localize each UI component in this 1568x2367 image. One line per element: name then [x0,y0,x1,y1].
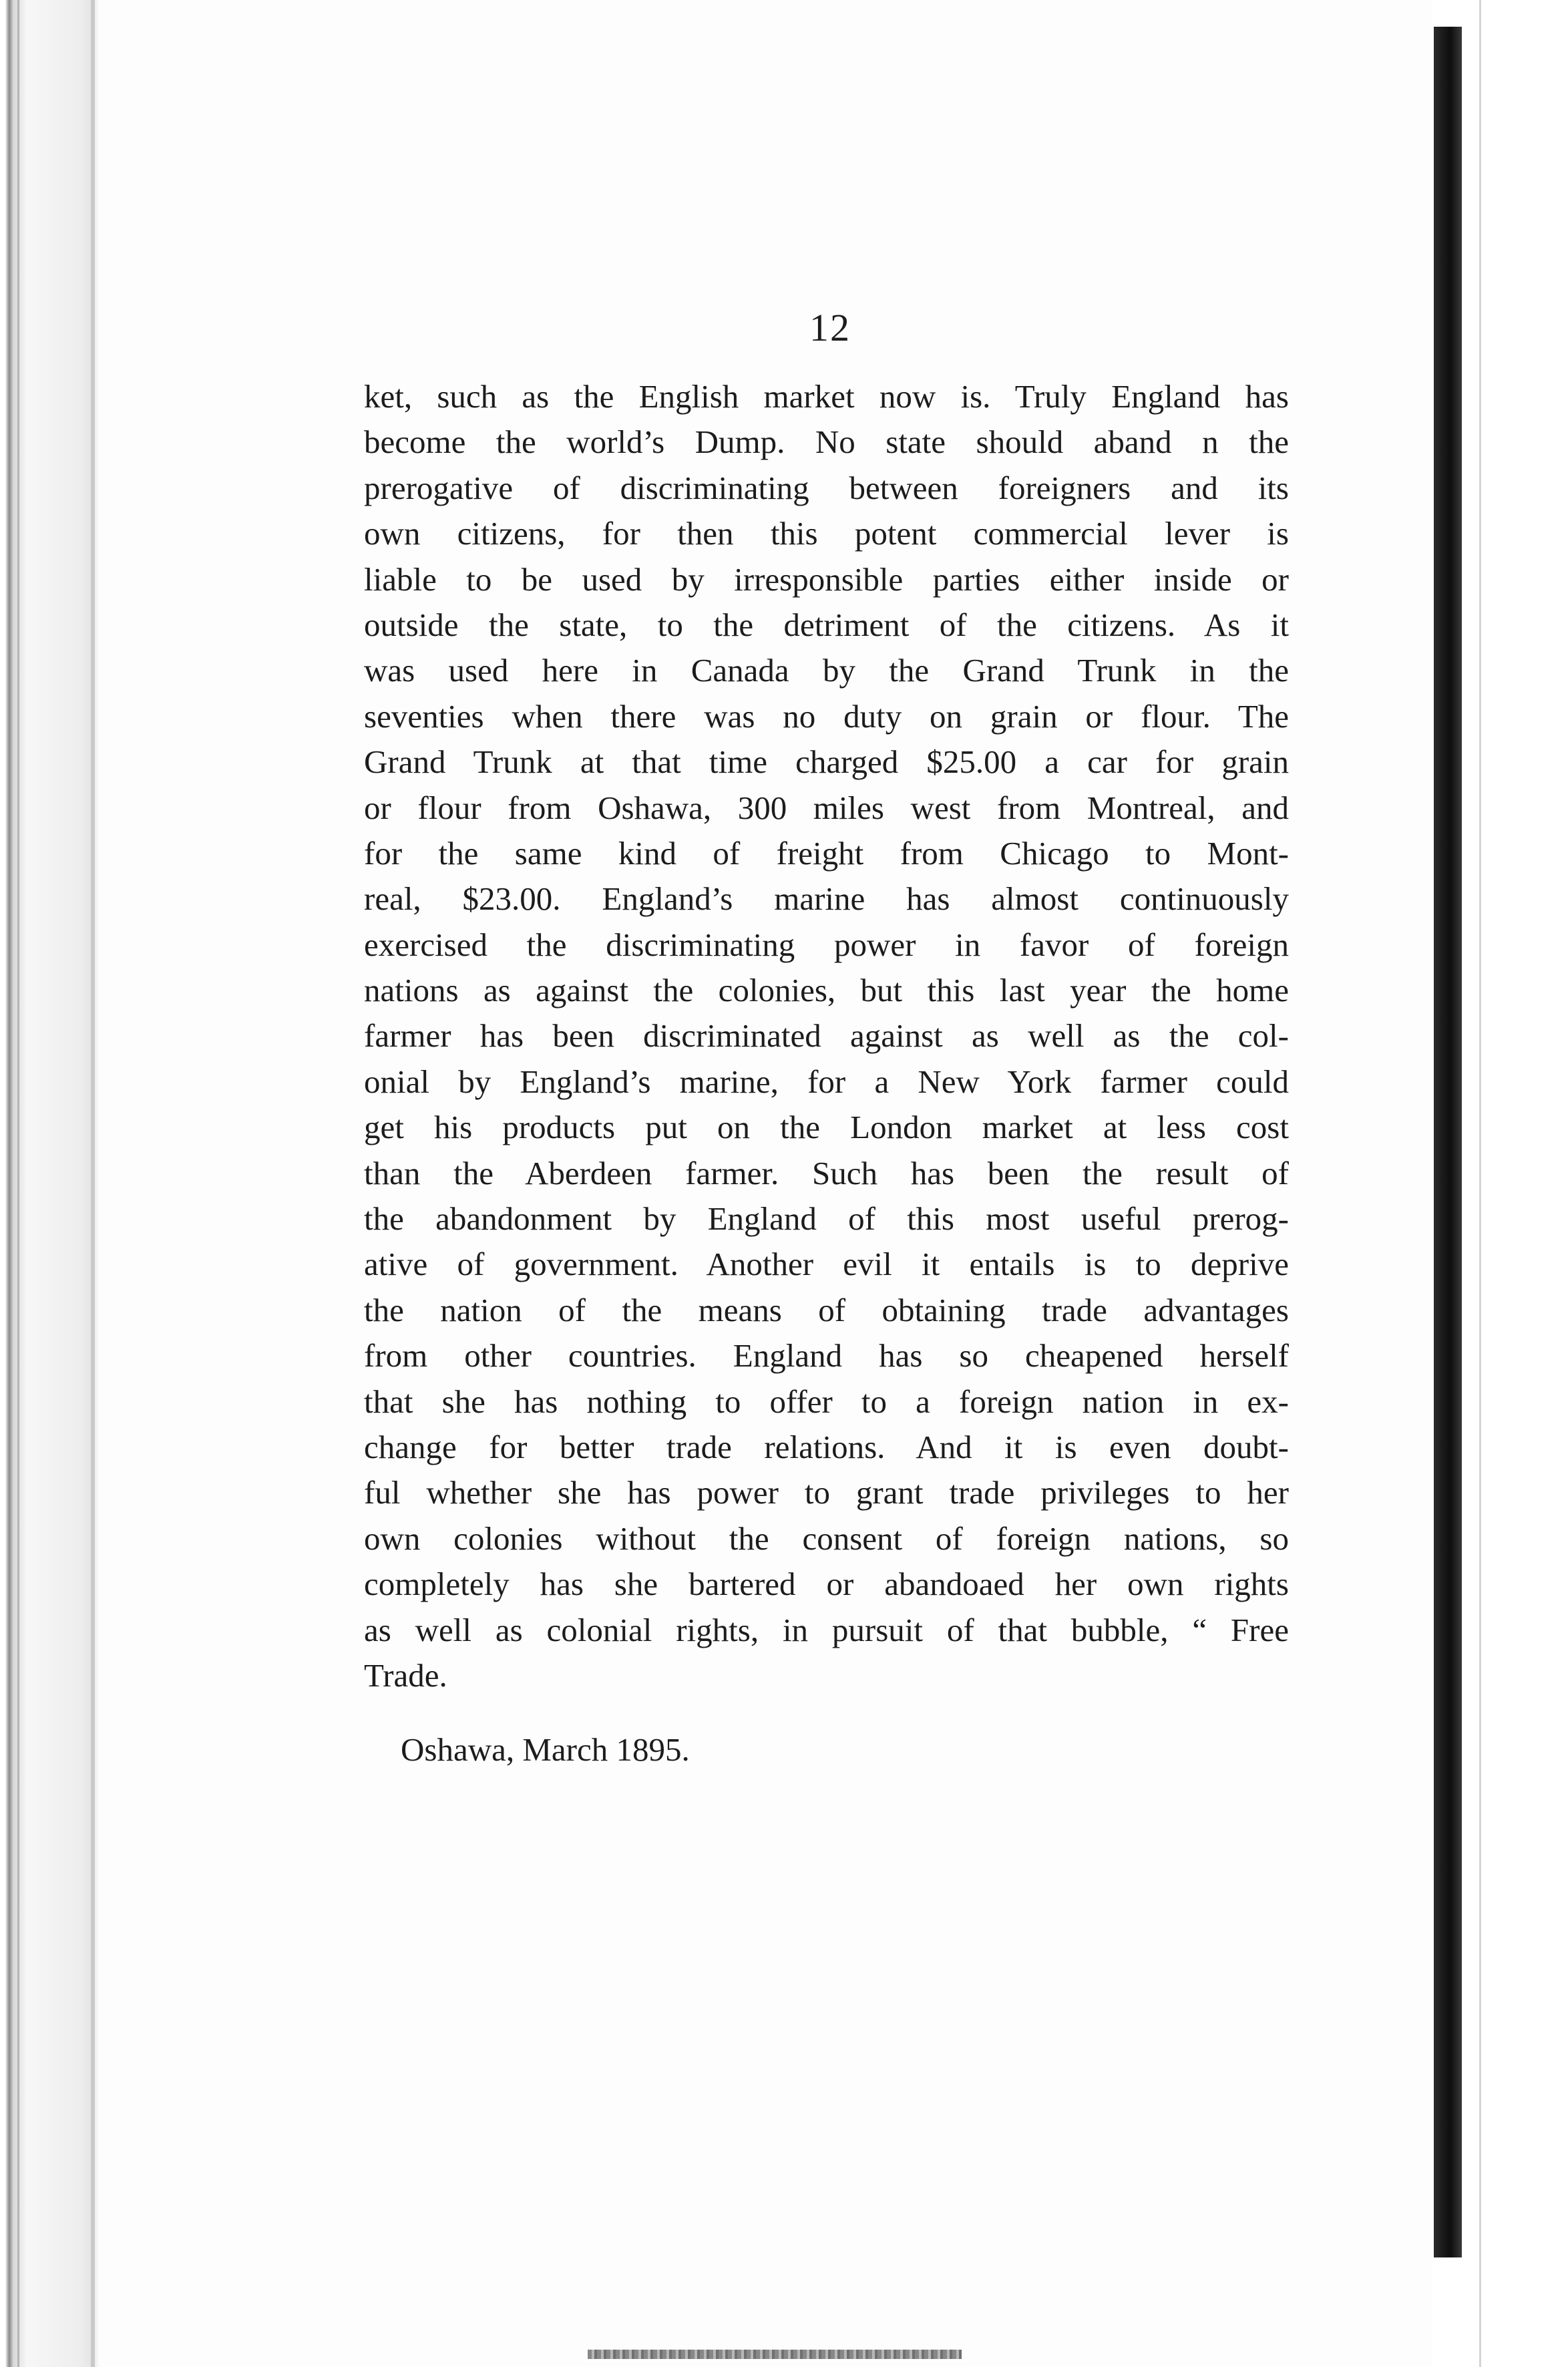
text-line: the abandonment by England of this most useful prerog- [364,1200,1289,1238]
place-date-signoff: Oshawa, March 1895. [401,1731,690,1768]
text-line: seventies when there was no duty on grain or flour. The [364,697,1289,735]
scan-left-edge [0,0,100,2367]
text-line: farmer has been discriminated against as well as the col- [364,1017,1289,1055]
text-line: was used here in Canada by the Grand Trunk in the [364,652,1289,689]
text-line: own colonies without the consent of foreign nations, so [364,1519,1289,1557]
text-line: Trade. [364,1656,447,1694]
scan-artifact [588,2350,962,2359]
text-line: own citizens, for then this potent commercial lever is [364,515,1289,552]
scan-right-edge [1432,0,1568,2367]
text-line: completely has she bartered or abandoaed her own rights [364,1566,1289,1603]
body-paragraph [364,374,1289,1698]
page-spine-shadow [1434,27,1462,2257]
text-line: than the Aberdeen farmer. Such has been the result of [364,1154,1289,1192]
text-line: from other countries. England has so cheapened herself [364,1337,1289,1375]
text-line: exercised the discriminating power in favor of foreign [364,926,1289,963]
text-line: ful whether she has power to grant trade privileges to her [364,1474,1289,1511]
text-line: that she has nothing to offer to a foreign nation in ex- [364,1383,1289,1420]
text-line: change for better trade relations. And it is even doubt- [364,1428,1289,1465]
text-line: real, $23.00. England’s marine has almost continuously [364,880,1289,918]
text-line: Grand Trunk at that time charged $25.00 a car for grain [364,743,1289,781]
text-line: prerogative of discriminating between foreigners and its [364,469,1289,506]
text-line: as well as colonial rights, in pursuit of that bubble, “ Free [364,1611,1289,1648]
page-edge-line [1479,0,1481,2367]
text-line: ket, such as the English market now is. Truly England has [364,378,1289,415]
text-line: outside the state, to the detriment of the citizens. As it [364,606,1289,643]
text-line: become the world’s Dump. No state should aband n the [364,423,1289,461]
page-number: 12 [809,306,851,349]
text-line: get his products put on the London market at less cost [364,1109,1289,1146]
text-line: ative of government. Another evil it entails is to deprive [364,1246,1289,1283]
text-line: for the same kind of freight from Chicago to Mont- [364,834,1289,872]
text-line: liable to be used by irresponsible parties either inside or [364,560,1289,598]
text-line: onial by England’s marine, for a New York farmer could [364,1063,1289,1100]
text-line: the nation of the means of obtaining trade advantages [364,1291,1289,1328]
text-line: or flour from Oshawa, 300 miles west from Montreal, and [364,789,1289,826]
text-line: nations as against the colonies, but this last year the home [364,972,1289,1009]
